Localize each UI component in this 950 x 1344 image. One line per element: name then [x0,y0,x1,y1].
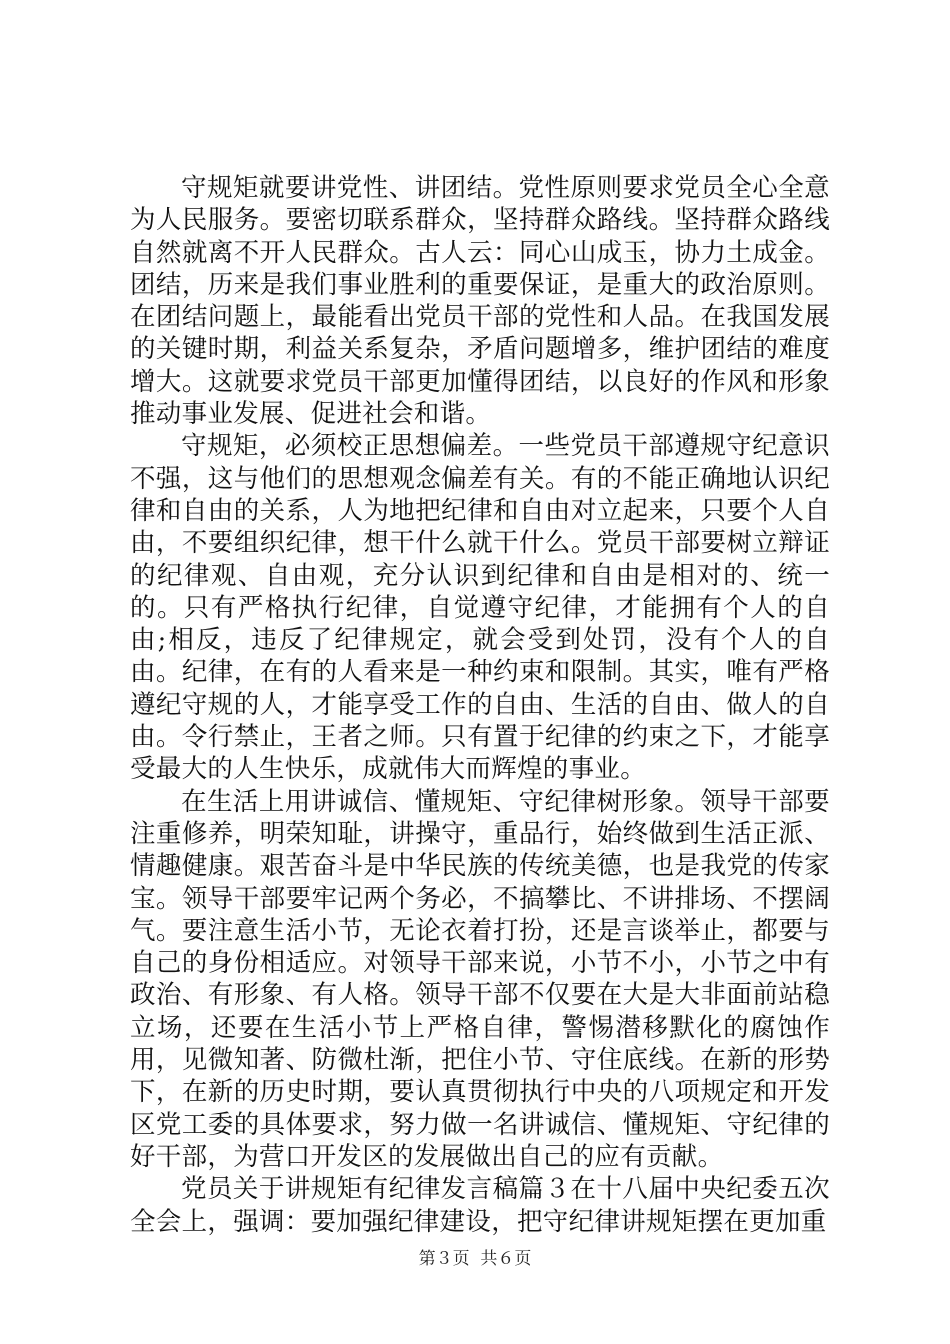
page-number-footer: 第３页 共６页 [418,1249,532,1269]
paragraph-1: 守规矩就要讲党性、讲团结。党性原则要求党员全心全意为人民服务。要密切联系群众，坚持群众路线。坚持群众路线自然就离不开人民群众。古人云：同心山成玉，协力土成金。团结，历来是我们事业胜利的重要保证，是重大的政治原则。在团结问题上，最能看出党员干部的党性和人品。在我国发展的关键时期，利益关系复杂，矛盾问题增多，维护团结的难度增大。这就要求党员干部更加懂得团结，以良好的作风和形象推动事业发展、促进社会和谐。 [130,173,830,430]
paragraph-3: 在生活上用讲诚信、懂规矩、守纪律树形象。领导干部要注重修养，明荣知耻，讲操守，重品行，始终做到生活正派、情趣健康。艰苦奋斗是中华民族的传统美德，也是我党的传家宝。领导干部要牢记两个务必，不搞攀比、不讲排场、不摆阔气。要注意生活小节，无论衣着打扮，还是言谈举止，都要与自己的身份相适应。对领导干部来说，小节不小，小节之中有政治、有形象、有人格。领导干部不仅要在大是大非面前站稳立场，还要在生活小节上严格自律，警惕潜移默化的腐蚀作用，见微知著、防微杜渐，把住小节、守住底线。在新的形势下，在新的历史时期，要认真贯彻执行中央的八项规定和开发区党工委的具体要求，努力做一名讲诚信、懂规矩、守纪律的好干部，为营口开发区的发展做出自己的应有贡献。 [130,786,830,1172]
paragraph-4: 党员关于讲规矩有纪律发言稿篇３在十八届中央纪委五次全会上，强调：要加强纪律建设，把守纪律讲规矩摆在更加重 [130,1174,830,1237]
paragraph-2: 守规矩，必须校正思想偏差。一些党员干部遵规守纪意识不强，这与他们的思想观念偏差有关。有的不能正确地认识纪律和自由的关系，人为地把纪律和自由对立起来，只要个人自由，不要组织纪律，想干什么就干什么。党员干部要树立辩证的纪律观、自由观，充分认识到纪律和自由是相对的、统一的。只有严格执行纪律，自觉遵守纪律，才能拥有个人的自由;相反，违反了纪律规定，就会受到处罚，没有个人的自由。纪律，在有的人看来是一种约束和限制。其实，唯有严格遵纪守规的人，才能享受工作的自由、生活的自由、做人的自由。令行禁止，王者之师。只有置于纪律的约束之下，才能享受最大的人生快乐，成就伟大而辉煌的事业。 [130,431,830,785]
document-body [130,172,830,1238]
